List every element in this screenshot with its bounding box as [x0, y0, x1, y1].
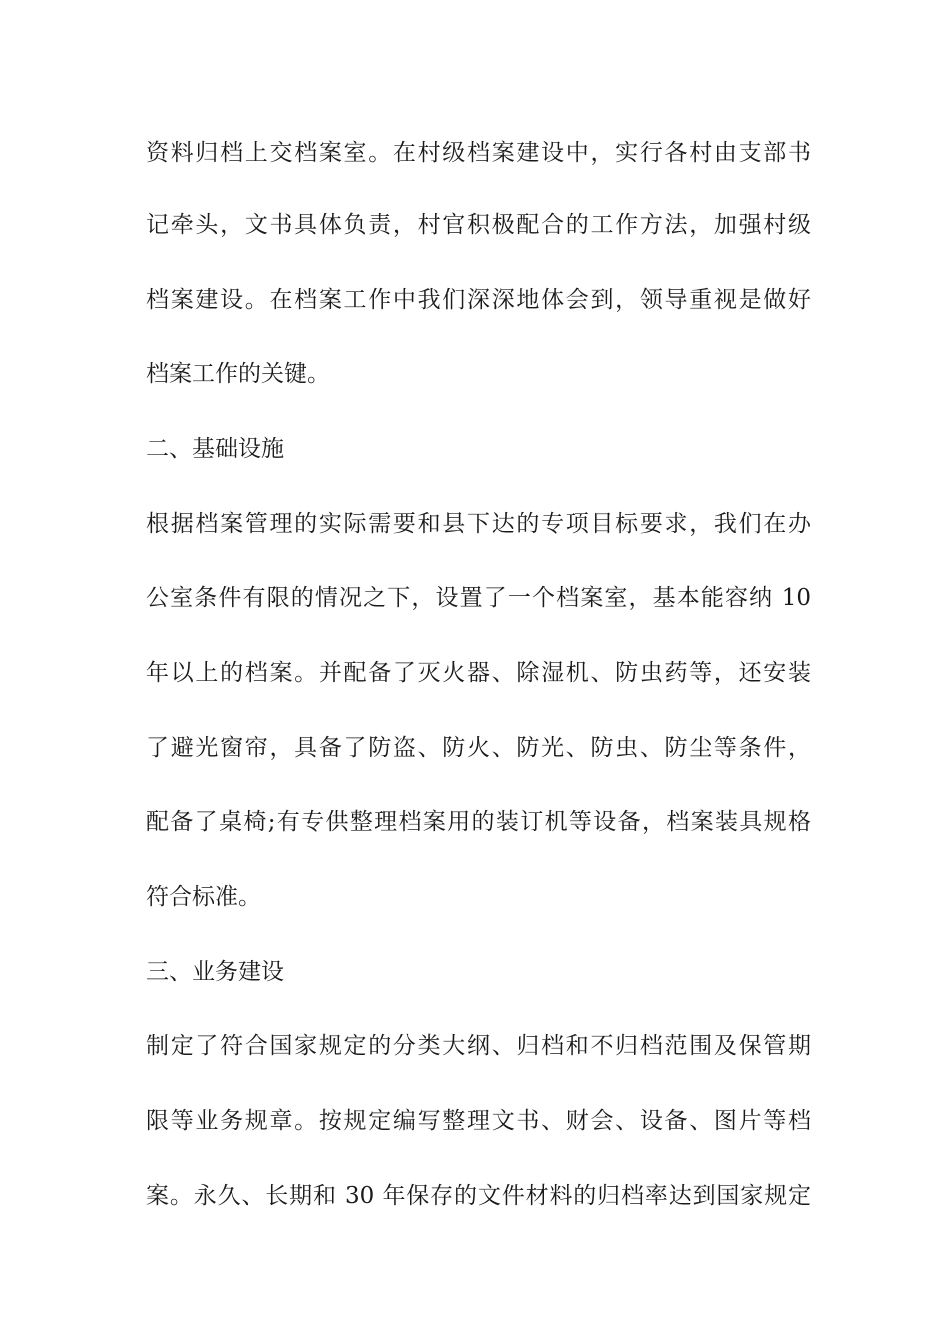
paragraph-line-13: 案。永久、长期和 30 年保存的文件材料的归档率达到国家规定 [146, 1183, 811, 1209]
paragraph-line-11: 制定了符合国家规定的分类大纲、归档和不归档范围及保管期 [146, 1033, 811, 1059]
paragraph-line-1: 资料归档上交档案室。在村级档案建设中，实行各村由支部书 [146, 140, 811, 166]
paragraph-line-3: 档案建设。在档案工作中我们深深地体会到，领导重视是做好 [146, 287, 811, 313]
paragraph-line-7: 年以上的档案。并配备了灭火器、除湿机、防虫药等，还安装 [146, 660, 811, 686]
paragraph-line-8: 了避光窗帘，具备了防盗、防火、防光、防虫、防尘等条件， [146, 735, 811, 761]
paragraph-line-6: 公室条件有限的情况之下，设置了一个档案室，基本能容纳 10 [146, 585, 811, 611]
section-heading-3: 三、业务建设 [146, 959, 284, 985]
paragraph-line-5: 根据档案管理的实际需要和县下达的专项目标要求，我们在办 [146, 511, 811, 537]
paragraph-line-4: 档案工作的关键。 [146, 361, 330, 387]
paragraph-line-9: 配备了桌椅;有专供整理档案用的装订机等设备，档案装具规格 [146, 809, 811, 835]
paragraph-line-12: 限等业务规章。按规定编写整理文书、财会、设备、图片等档 [146, 1108, 811, 1134]
paragraph-line-2: 记牵头，文书具体负责，村官积极配合的工作方法，加强村级 [146, 212, 811, 238]
section-heading-2: 二、基础设施 [146, 436, 284, 462]
paragraph-line-10: 符合标准。 [146, 884, 261, 910]
